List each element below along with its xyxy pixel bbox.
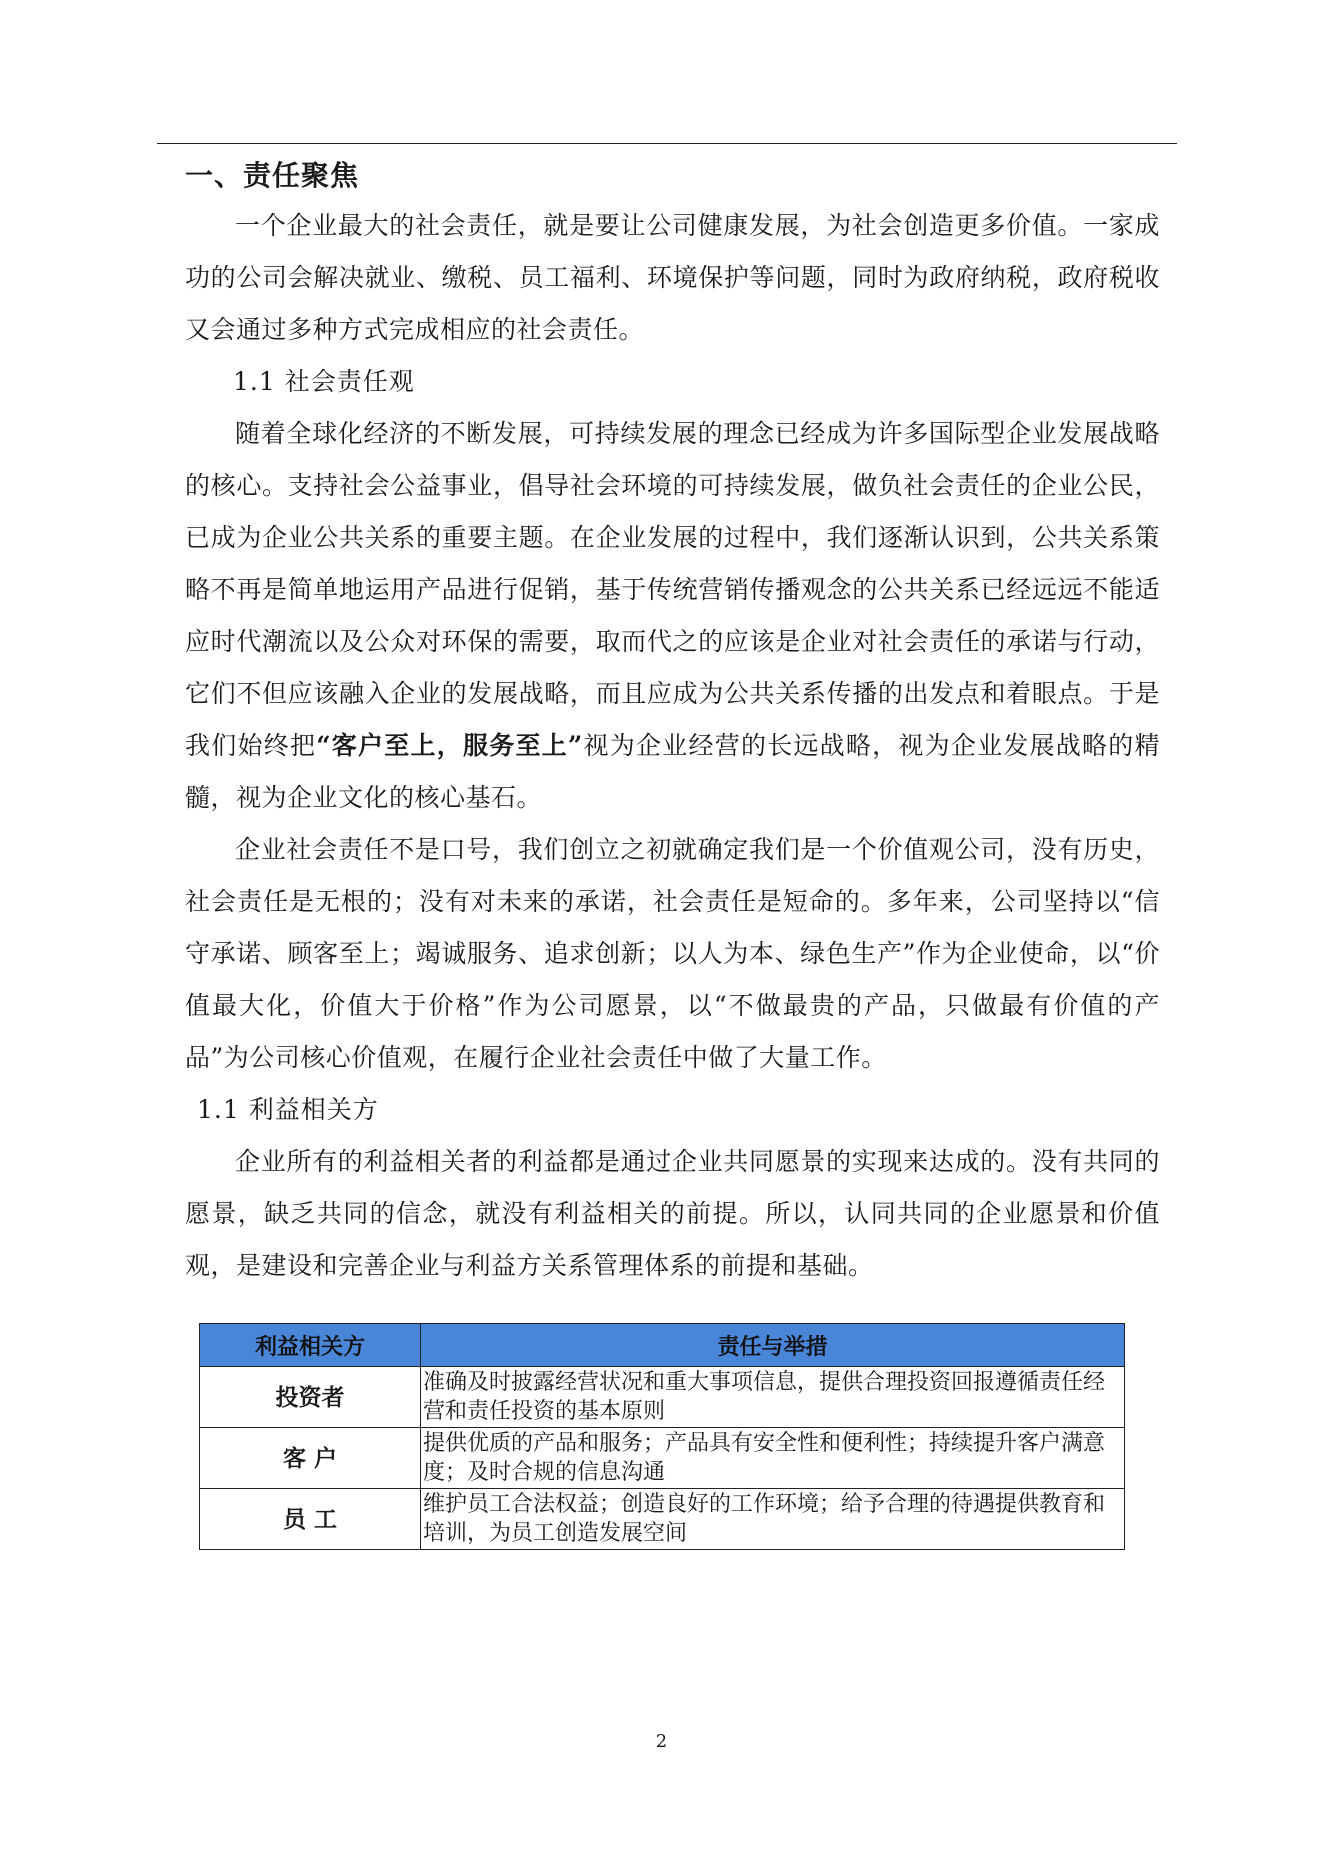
- responsibility-paragraph-1: [185, 408, 1160, 824]
- section-title: 一、责任聚焦: [185, 159, 360, 192]
- para1-text-after: 视为企业经营的长远战略，视为企业发展战略的精髓，视为企业文化的核心基石。: [185, 731, 1160, 812]
- subsection-heading-stakeholders: 1.1 利益相关方: [197, 1095, 379, 1124]
- stakeholder-name: 员 工: [200, 1489, 421, 1550]
- responsibility-paragraph-2: 企业社会责任不是口号，我们创立之初就确定我们是一个价值观公司，没有历史，社会责任是无根的；没有对未来的承诺，社会责任是短命的。多年来，公司坚持以“信守承诺、顾客至上；竭诚服务、追求创新；以人为本、绿色生产”作为企业使命，以“价值最大化，价值大于价格”作为公司愿景，以“不做最贵的产品，只做最有价值的产品”为公司核心价值观，在履行企业社会责任中做了大量工作。: [185, 835, 1160, 1072]
- header-rule: [157, 143, 1177, 144]
- table-header-row: [200, 1324, 1125, 1367]
- table-row: [200, 1428, 1125, 1489]
- stakeholder-measures: 维护员工合法权益；创造良好的工作环境；给予合理的待遇提供教育和培训，为员工创造发展空间: [421, 1489, 1125, 1550]
- para1-text-before: 随着全球化经济的不断发展，可持续发展的理念已经成为许多国际型企业发展战略的核心。支持社会公益事业，倡导社会环境的可持续发展，做负社会责任的企业公民，已成为企业公共关系的重要主题。在企业发展的过程中，我们逐渐认识到，公共关系策略不再是简单地运用产品进行促销，基于传统营销传播观念的公共关系已经远远不能适应时代潮流以及公众对环保的需要，取而代之的应该是企业对社会责任的承诺与行动，它们不但应该融入企业的发展战略，而且应成为公共关系传播的出发点和着眼点。于是我们始终把: [185, 419, 1160, 760]
- document-body: [185, 152, 1160, 1292]
- page-number: 2: [655, 1731, 668, 1752]
- intro-paragraph: 一个企业最大的社会责任，就是要让公司健康发展，为社会创造更多价值。一家成功的公司会解决就业、缴税、员工福利、环境保护等问题，同时为政府纳税，政府税收又会通过多种方式完成相应的社会责任。: [185, 211, 1160, 344]
- table-row: [200, 1489, 1125, 1550]
- stakeholder-name: 投资者: [200, 1367, 421, 1428]
- stakeholder-measures: 提供优质的产品和服务；产品具有安全性和便利性；持续提升客户满意度；及时合规的信息沟通: [421, 1428, 1125, 1489]
- stakeholder-table: [199, 1323, 1125, 1550]
- table-header-stakeholder: 利益相关方: [200, 1324, 421, 1367]
- stakeholders-paragraph: 企业所有的利益相关者的利益都是通过企业共同愿景的实现来达成的。没有共同的愿景，缺乏共同的信念，就没有利益相关的前提。所以，认同共同的企业愿景和价值观，是建设和完善企业与利益方关系管理体系的前提和基础。: [185, 1147, 1160, 1280]
- stakeholder-measures: 准确及时披露经营状况和重大事项信息，提供合理投资回报遵循责任经营和责任投资的基本原则: [421, 1367, 1125, 1428]
- subsection-heading-responsibility: 1.1 社会责任观: [233, 367, 415, 396]
- stakeholder-name: 客 户: [200, 1428, 421, 1489]
- table-header-measures: 责任与举措: [421, 1324, 1125, 1367]
- table-row: [200, 1367, 1125, 1428]
- para1-emphasis: “客户至上，服务至上”: [316, 731, 583, 760]
